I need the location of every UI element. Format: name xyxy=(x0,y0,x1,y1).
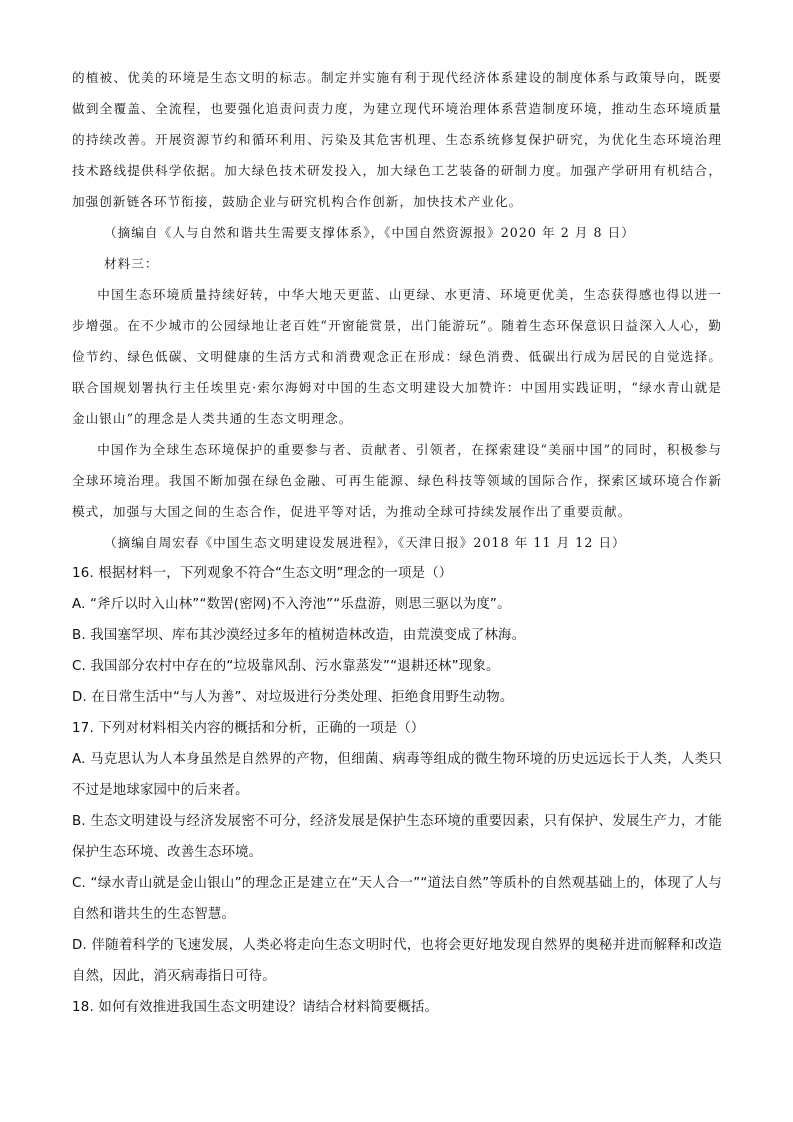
material2-source: （摘编自《人与自然和谐共生需要支撑体系》，《中国自然资源报》2020 年 2 月 8 日） xyxy=(104,225,635,240)
option-b: B. 生态文明建设与经济发展密不可分，经济发展是保护生态环境的重要因素，只有保护、发展生产力，才能保护生态环境、改善生态环境。 xyxy=(72,814,722,860)
material2-paragraph: 的植被、优美的环境是生态文明的标志。制定并实施有利于现代经济体系建设的制度体系与政策导向，既要做到全覆盖、全流程，也要强化追责问责力度，为建立现代环境治理体系营造制度环境，推动生态环境质量的持续改善。开展资源节约和循环利用、污染及其危害机理、生态系统修复保护研究，为优化生态环境治理技术路线提供科学依据。加大绿色技术研发投入，加大绿色工艺装备的研制力度。加强产学研用有机结合，加强创新链各环节衔接，鼓励企业与研究机构合作创新，加快技术产业化。 xyxy=(72,70,722,209)
option-b: B. 我国塞罕坝、库布其沙漠经过多年的植树造林改造，由荒漠变成了林海。 xyxy=(72,628,526,643)
option-a: A. “斧斤以时入山林”“数罟(密网)不入洿池”“乐盘游，则思三驱以为度”。 xyxy=(72,597,511,612)
question-stem: 18. 如何有效推进我国生态文明建设？请结合材料简要概括。 xyxy=(72,1000,439,1015)
option-a: A. 马克思认为人本身虽然是自然界的产物，但细菌、病毒等组成的微生物环境的历史远远长于人类，人类只不过是地球家园中的后来者。 xyxy=(72,752,722,798)
question-18 xyxy=(72,992,722,1023)
question-16 xyxy=(72,558,722,713)
material3-paragraph-2: 中国作为全球生态环境保护的重要参与者、贡献者、引领者，在探索建设“美丽中国”的同时，积极参与全球环境治理。我国不断加强在绿色金融、可再生能源、绿色科技等领域的国际合作，探索区域环境合作新模式，加强与大国之间的生态合作，促进平等对话，为推动全球可持续发展作出了重要贡献。 xyxy=(72,442,722,519)
option-d: D. 在日常生活中“与人为善”、对垃圾进行分类处理、拒绝食用野生动物。 xyxy=(72,690,514,705)
material3-paragraph-1: 中国生态环境质量持续好转，中华大地天更蓝、山更绿、水更清、环境更优美，生态获得感也得以进一步增强。在不少城市的公园绿地让老百姓“开窗能赏景，出门能游玩”。随着生态环保意识日益深入人心，勤俭节约、绿色低碳、文明健康的生活方式和消费观念正在形成：绿色消费、低碳出行成为居民的自觉选择。联合国规划署执行主任埃里克·索尔海姆对中国的生态文明建设大加赞许：中国用实践证明，“绿水青山就是金山银山”的理念是人类共通的生态文明理念。 xyxy=(72,287,722,426)
option-c: C. 我国部分农村中存在的“垃圾靠风刮、污水靠蒸发”“退耕还林”现象。 xyxy=(72,659,500,674)
question-17 xyxy=(72,713,722,992)
question-stem: 17. 下列对材料相关内容的概括和分析，正确的一项是（） xyxy=(72,721,425,736)
question-stem: 16. 根据材料一，下列观象不符合“生态文明”理念的一项是（） xyxy=(72,566,453,581)
material3-label: 材料三： xyxy=(104,256,159,271)
document-page xyxy=(72,62,722,1023)
option-c: C. “绿水青山就是金山银山”的理念正是建立在“天人合一”“道法自然”等质朴的自然观基础上的，体现了人与自然和谐共生的生态智慧。 xyxy=(72,876,722,922)
material3-source: （摘编自周宏春《中国生态文明建设发展进程》，《天津日报》2018 年 11 月 12 日） xyxy=(104,535,626,550)
option-d: D. 伴随着科学的飞速发展，人类必将走向生态文明时代，也将会更好地发现自然界的奥秘并进而解释和改造自然，因此，消灭病毒指日可待。 xyxy=(72,938,722,984)
